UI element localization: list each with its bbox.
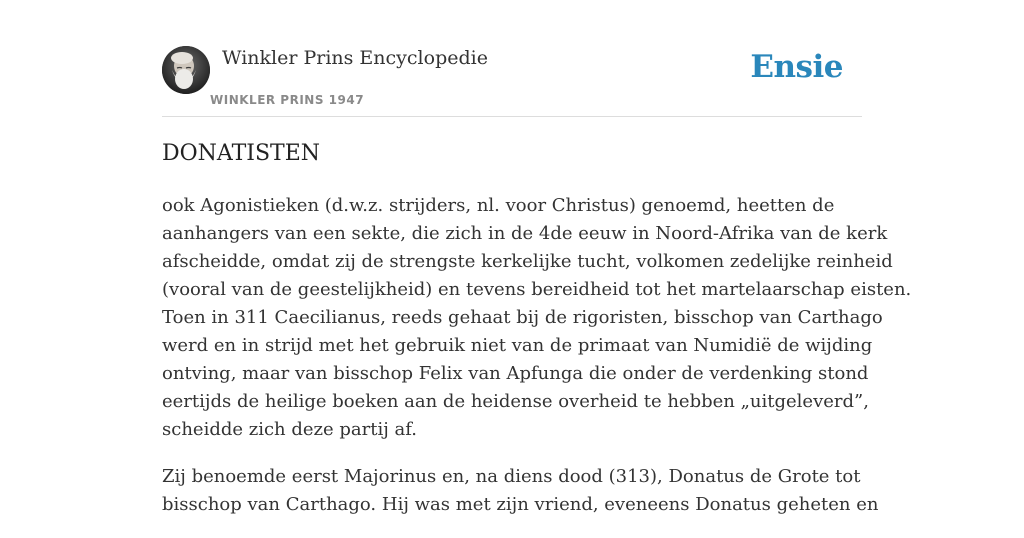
text-line: bisschop van Carthago. Hij was met zijn vriend, eveneens Donatus geheten en — [162, 494, 879, 515]
text-line: eertijds de heilige boeken aan de heidense overheid te hebben „uitgeleverd”, — [162, 391, 869, 412]
paragraph-2 — [162, 463, 879, 519]
site-title[interactable]: Winkler Prins Encyclopedie — [222, 47, 488, 69]
text-line: ontving, maar van bisschop Felix van Apfunga die onder de verdenking stond — [162, 363, 869, 384]
text-line: scheidde zich deze partij af. — [162, 419, 418, 440]
text-line: Zij benoemde eerst Majorinus en, na diens dood (313), Donatus de Grote tot — [162, 466, 861, 487]
paragraph-1 — [162, 192, 912, 444]
text-line: (vooral van de geestelijkheid) en tevens bereidheid tot het martelaarschap eisten. — [162, 279, 912, 300]
brand-logo[interactable]: Ensie — [750, 49, 843, 85]
text-line: afscheidde, omdat zij de strengste kerkelijke tucht, volkomen zedelijke reinheid — [162, 251, 893, 272]
article-title: DONATISTEN — [162, 141, 321, 166]
article-body — [162, 192, 912, 538]
avatar-portrait-icon — [162, 46, 210, 94]
text-line: Toen in 311 Caecilianus, reeds gehaat bij de rigoristen, bisschop van Carthago — [162, 307, 883, 328]
text-line: ook Agonistieken (d.w.z. strijders, nl. voor Christus) genoemd, heetten de — [162, 195, 835, 216]
site-header — [162, 46, 862, 117]
author-avatar[interactable] — [162, 46, 210, 94]
text-line: aanhangers van een sekte, die zich in de 4de eeuw in Noord-Afrika van de kerk — [162, 223, 888, 244]
edition-label[interactable]: WINKLER PRINS 1947 — [210, 93, 365, 107]
text-line: werd en in strijd met het gebruik niet van de primaat van Numidië de wijding — [162, 335, 873, 356]
